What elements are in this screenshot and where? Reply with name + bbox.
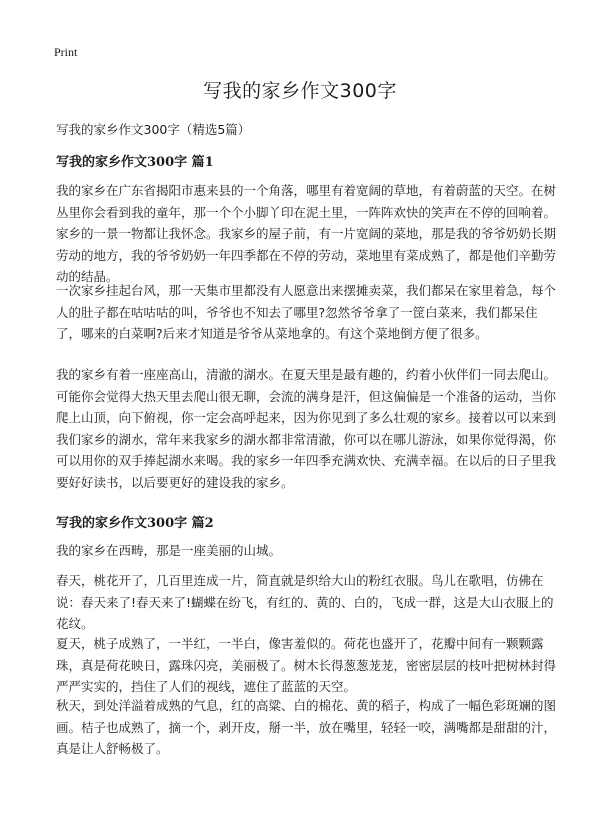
paragraph: 我的家乡在西畴，那是一座美丽的山城。 [56,543,282,558]
section-heading: 写我的家乡作文300字 篇1 [56,155,214,170]
page-title: 写我的家乡作文300字 [203,80,397,102]
paragraph: 我的家乡在广东省揭阳市惠来县的一个角落，哪里有着宽阔的草地，有着蔚蓝的天空。在树丛里你会看到我的童年，那一个个小脚丫印在泥土里，一阵阵欢快的笑声在不停的回响着。家乡的一景一物都让我怀念。我家乡的屋子前，有一片宽阔的菜地，那是我的爷爷奶奶长期劳动的地方，我的爷爷奶奶一年四季都在不停的劳动，菜地里有菜成熟了，都是他们辛勤劳动的结晶。 [56,183,557,284]
print-link[interactable]: Print [54,45,78,59]
paragraph: 夏天，桃子成熟了，一半红，一半白，像害羞似的。荷花也盛开了，花瓣中间有一颗颗露珠，真是荷花映日，露珠闪亮，美丽极了。树木长得葱葱茏茏，密密层层的枝叶把树林封得严严实实的，挡住了人们的视线，遮住了蓝蓝的天空。 [56,636,557,694]
section-heading: 写我的家乡作文300字 篇2 [56,516,214,531]
article-subtitle: 写我的家乡作文300字（精选5篇） [56,122,251,137]
paragraph: 我的家乡有着一座座高山，清澈的湖水。在夏天里是最有趣的，约着小伙伴们一同去爬山。可能你会觉得大热天里去爬山很无聊，会流的满身是汗，但这偏偏是一个准备的运动，当你爬上山顶，向下俯视，你一定会高呼起来，因为你见到了多么壮观的家乡。接着以可以来到我们家乡的湖水，常年来我家乡的湖水都非常清澈，你可以在哪儿游泳，如果你觉得渴，你可以用你的双手捧起湖水来喝。我的家乡一年四季充满欢快、充满幸福。在以后的日子里我要好好读书，以后要更好的建设我的家乡。 [56,367,557,490]
paragraph: 春天，桃花开了，几百里连成一片，简直就是织给大山的粉红衣服。鸟儿在歌唱，仿佛在说：春天来了!春天来了!蝴蝶在纷飞，有红的、黄的、白的，飞成一群，这是大山衣服上的花纹。 [56,573,554,631]
paragraph: 一次家乡挂起台风，那一天集市里都没有人愿意出来摆摊卖菜，我们都呆在家里着急，每个人的肚子都在咕咕咕的叫，爷爷也不知去了哪里?忽然爷爷拿了一筐白菜来，我们都呆住了，哪来的白菜啊?后来才知道是爷爷从菜地拿的。有这个菜地倒方便了很多。 [56,283,557,341]
paragraph: 秋天，到处洋溢着成熟的气息，红的高粱、白的棉花、黄的稻子，构成了一幅色彩斑斓的图画。桔子也成熟了，摘一个，剥开皮，掰一半，放在嘴里，轻轻一咬，满嘴都是甜甜的汁，真是让人舒畅极了。 [56,698,557,756]
